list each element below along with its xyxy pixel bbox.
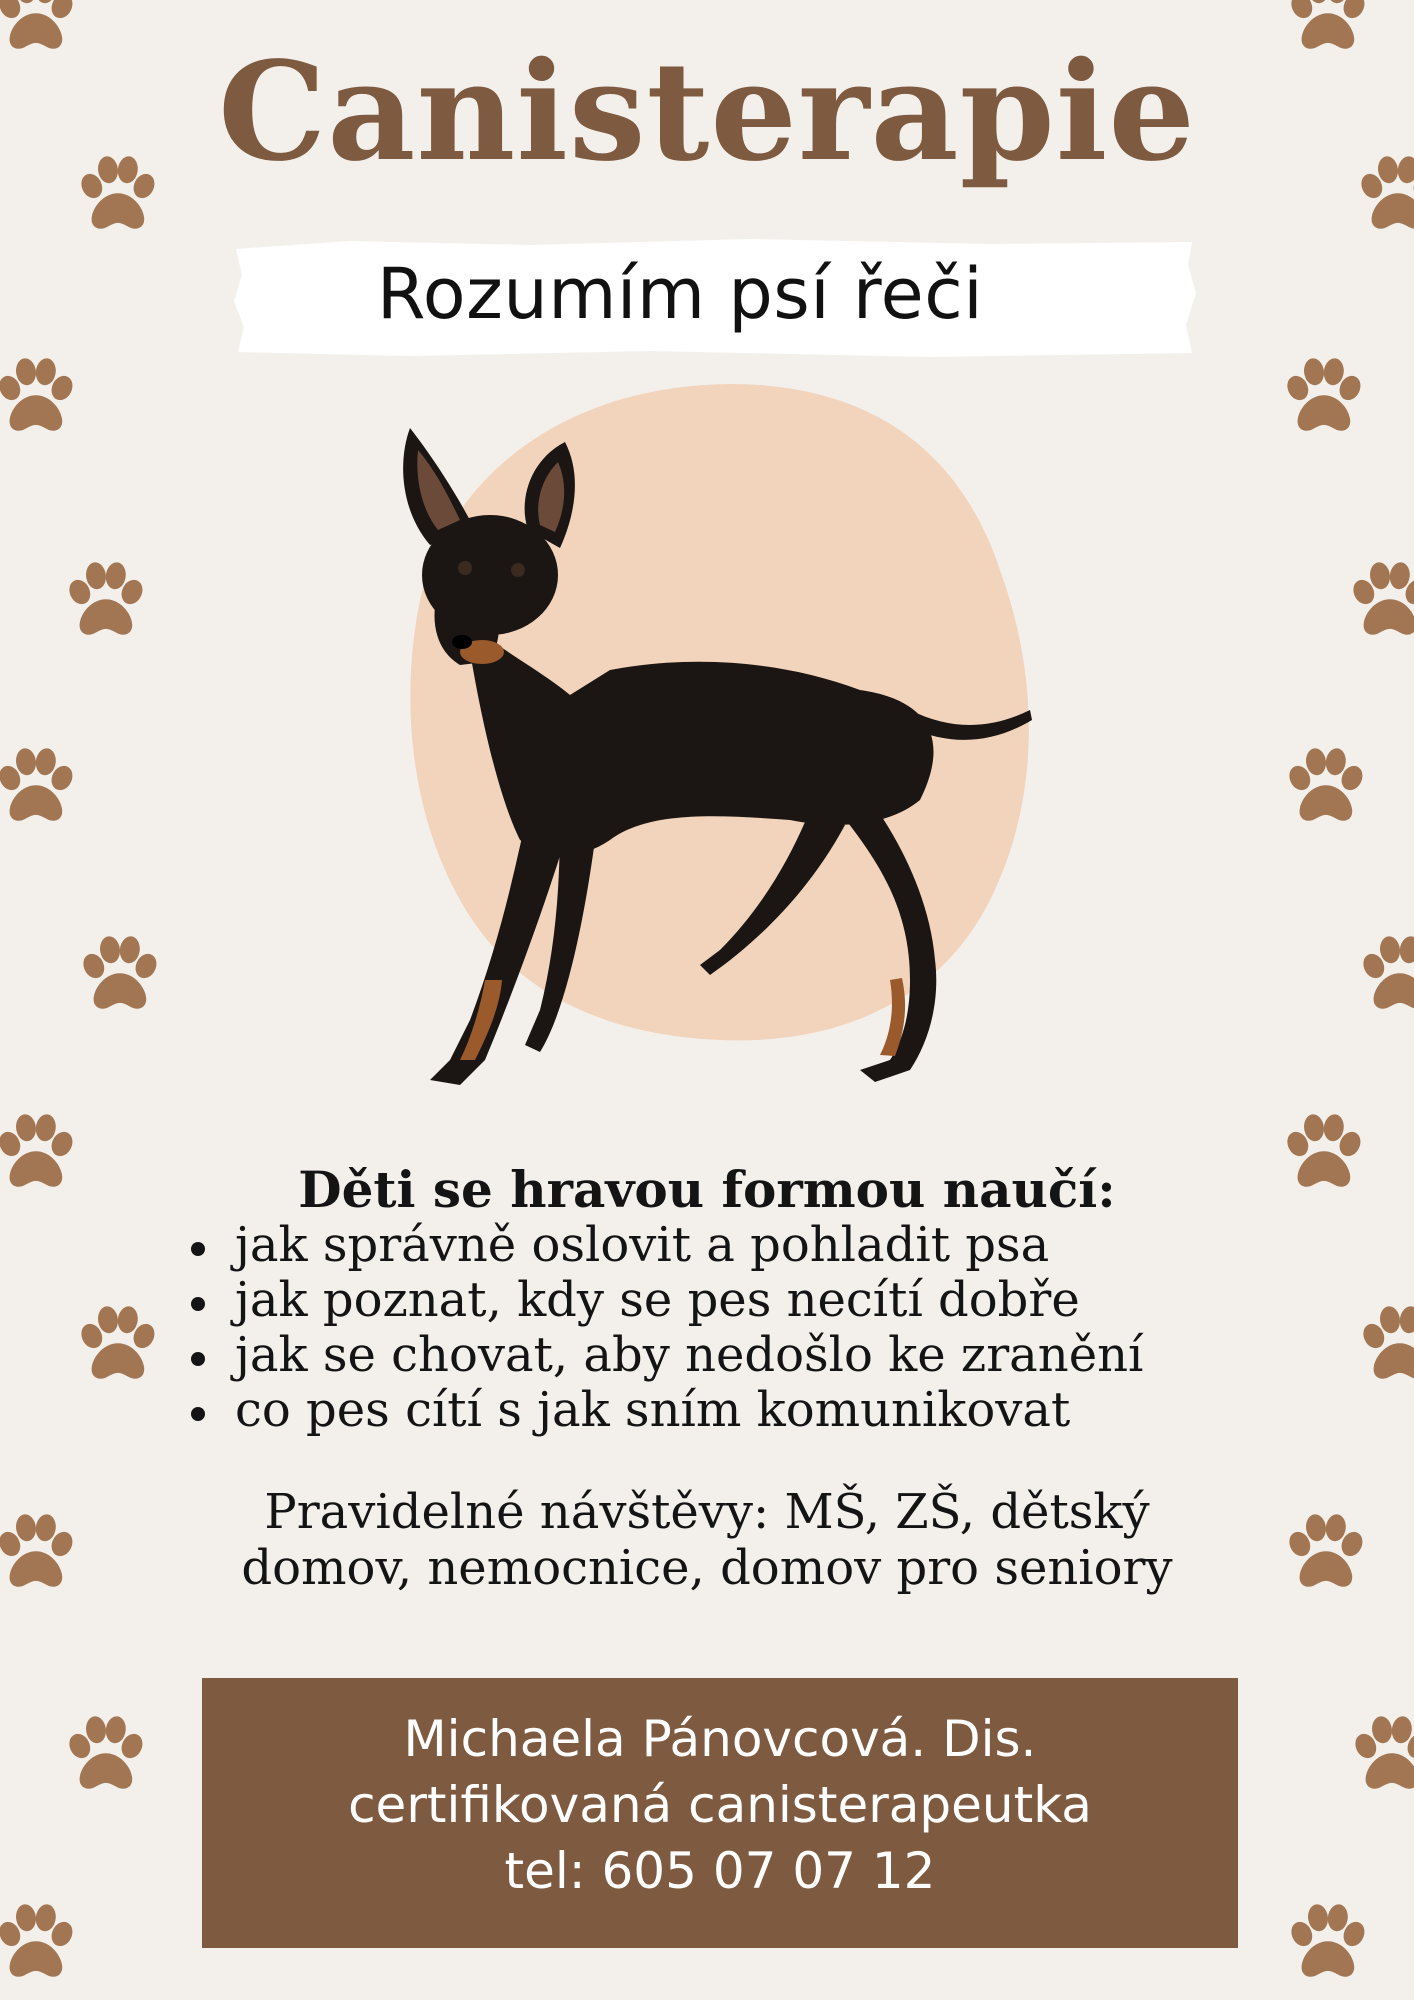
list-item: co pes cítí s jak sním komunikovat <box>185 1383 1285 1438</box>
paw-print-icon <box>60 1710 150 1800</box>
paw-print-icon <box>1354 930 1414 1020</box>
subtitle: Rozumím psí řeči <box>376 253 984 335</box>
page-title: Canisterapie <box>218 32 1196 192</box>
paw-print-icon <box>0 352 80 442</box>
paw-print-icon <box>74 930 164 1020</box>
contact-box <box>202 1678 1238 1948</box>
paw-print-icon <box>1344 556 1414 646</box>
list-item: jak poznat, kdy se pes necítí dobře <box>185 1273 1285 1328</box>
visits-line: Pravidelné návštěvy: MŠ, ZŠ, dětský <box>264 1484 1150 1540</box>
paw-print-icon <box>1354 1300 1414 1390</box>
contact-phone: tel: 605 07 07 12 <box>504 1842 936 1900</box>
list-item: jak se chovat, aby nedošlo ke zranění <box>185 1328 1285 1383</box>
paw-print-icon <box>1278 352 1368 442</box>
paw-print-icon <box>60 556 150 646</box>
subtitle-banner <box>230 235 1200 360</box>
learn-list <box>185 1218 1285 1438</box>
dog-photo <box>390 420 1050 1090</box>
paw-print-icon <box>0 742 80 832</box>
paw-print-icon <box>1346 1710 1414 1800</box>
contact-name: Michaela Pánovcová. Dis. <box>403 1710 1037 1768</box>
paw-print-icon <box>0 1898 80 1988</box>
paw-print-icon <box>1280 742 1370 832</box>
paw-print-icon <box>1282 1898 1372 1988</box>
visits-line: domov, nemocnice, domov pro seniory <box>241 1540 1173 1596</box>
paw-print-icon <box>72 1300 162 1390</box>
list-item: jak správně oslovit a pohladit psa <box>185 1218 1285 1273</box>
contact-role: certifikovaná canisterapeutka <box>348 1776 1092 1834</box>
visits-text <box>0 1484 1414 1596</box>
learn-heading: Děti se hravou formou naučí: <box>298 1160 1116 1219</box>
